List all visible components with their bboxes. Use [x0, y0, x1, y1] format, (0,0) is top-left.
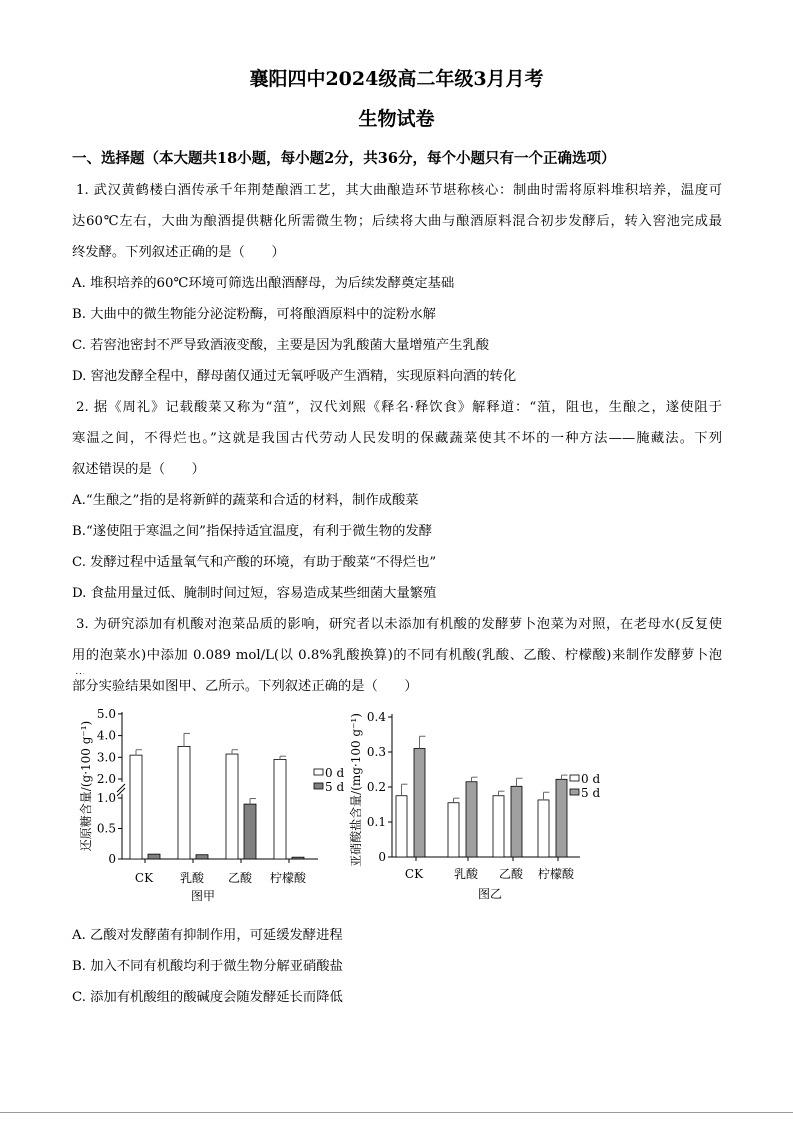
question-stem: 3. 为研究添加有机酸对泡菜品质的影响，研究者以未添加有机酸的发酵萝卜泡菜为对照，在老母水(反复使	[76, 617, 722, 632]
x-tick-label: 柠檬酸	[537, 867, 575, 881]
question-stem: 达60℃左右，大曲为酿酒提供糖化所需微生物；后续将大曲与酿酒原料混合初步发酵后，转入窖池完成最	[72, 214, 722, 229]
y-tick-label: 0	[108, 852, 116, 866]
y-tick-label: 0	[378, 850, 386, 864]
question-1	[72, 178, 722, 395]
legend-label: 0 d	[581, 772, 601, 786]
question-stem: 叙述错误的是（ ）	[72, 462, 205, 477]
y-tick-label: 1.0	[96, 791, 116, 805]
option-a: A. 乙酸对发酵菌有抑制作用，可延缓发酵进程	[72, 928, 343, 943]
y-tick-label: 4.0	[96, 728, 116, 743]
x-tick-label: CK	[404, 867, 424, 881]
x-tick-label: 乙酸	[498, 867, 524, 881]
option-b: B. 加入不同有机酸均利于微生物分解亚硝酸盐	[72, 959, 343, 974]
option-d: D. 窖池发酵全程中，酵母菌仅通过无氧呼吸产生酒精，实现原料向酒的转化	[72, 369, 517, 384]
legend-label: 5 d	[581, 786, 601, 800]
question-stem: 寒温之间，不得烂也。”这就是我国古代劳动人民发明的保藏蔬菜使其不坏的一种方法——腌藏法。下列	[72, 431, 722, 446]
y-tick-label: 5.0	[96, 706, 116, 721]
question-2	[72, 395, 722, 612]
option-b: B. 大曲中的微生物能分泌淀粉酶，可将酿酒原料中的淀粉水解	[72, 307, 436, 322]
chart-title: 图乙	[477, 887, 503, 901]
y-tick-label: 3.0	[96, 750, 116, 765]
x-tick-label: CK	[134, 871, 154, 885]
option-c: C. 若窖池密封不严导致酒液变酸，主要是因为乳酸菌大量增殖产生乳酸	[72, 338, 490, 353]
question-stem: 终发酵。下列叙述正确的是（ ）	[72, 245, 285, 260]
exam-subtitle: 生物试卷	[358, 108, 435, 130]
question-stem: 2. 据《周礼》记载酸菜又称为“菹”，汉代刘熙《释名·释饮食》解释道：“菹，阻也，生酿之，遂使阻于	[76, 400, 722, 415]
legend-label: 0 d	[325, 766, 345, 780]
y-tick-label: 0.2	[366, 780, 386, 794]
y-tick-label: 2.0	[96, 772, 116, 786]
option-d: D. 食盐用量过低、腌制时间过短，容易造成某些细菌大量繁殖	[72, 586, 437, 601]
x-tick-label: 乳酸	[453, 867, 479, 881]
x-tick-label: 乳酸	[179, 871, 205, 885]
x-tick-label: 乙酸	[227, 871, 253, 885]
questions	[72, 178, 722, 1016]
question-stem: 用的泡菜水)中添加 0.089 mol/L(以 0.8%乳酸换算)的不同有机酸(乳酸、乙酸、柠檬酸)来制作发酵萝卜泡	[72, 648, 722, 663]
y-tick-label: 0.1	[366, 815, 386, 829]
exam-title: 襄阳四中2024级高二年级3月月考	[249, 68, 544, 90]
figures-area	[72, 705, 722, 923]
x-tick-label: 柠檬酸	[269, 871, 307, 885]
question-3	[72, 612, 722, 1016]
option-a: A.“生酿之”指的是将新鲜的蔬菜和合适的材料，制作成酸菜	[72, 493, 419, 508]
section-heading: 一、选择题（本大题共18小题，每小题2分，共36分，每个小题只有一个正确选项）	[72, 150, 616, 167]
y-tick-label: 0.4	[366, 710, 386, 724]
question-stem: 1. 武汉黄鹤楼白酒传承千年荆楚酿酒工艺，其大曲酿造环节堪称核心：制曲时需将原料堆积培养，温度可	[76, 183, 722, 198]
chart-title: 图甲	[190, 889, 216, 903]
y-tick-label: 0.5	[96, 821, 116, 836]
y-axis-label: 亚硝酸盐含量/(mg·100 g⁻¹)	[349, 713, 363, 867]
page-bottom-rule	[0, 1112, 793, 1113]
y-axis-label: 还原糖含量/(g·100 g⁻¹)	[79, 720, 93, 852]
question-stem: 部分实验结果如图甲、乙所示。下列叙述正确的是（ ）	[72, 679, 418, 694]
legend-label: 5 d	[325, 780, 345, 794]
option-c: C. 添加有机酸组的酸碱度会随发酵延长而降低	[72, 990, 343, 1005]
option-b: B.“遂使阻于寒温之间”指保持适宜温度，有利于微生物的发酵	[72, 524, 433, 539]
option-c: C. 发酵过程中适量氧气和产酸的环境，有助于酸菜“不得烂也”	[72, 555, 437, 570]
y-tick-label: 0.3	[366, 745, 386, 759]
option-a: A. 堆积培养的60℃环境可筛选出酿酒酵母，为后续发酵奠定基础	[72, 276, 455, 291]
